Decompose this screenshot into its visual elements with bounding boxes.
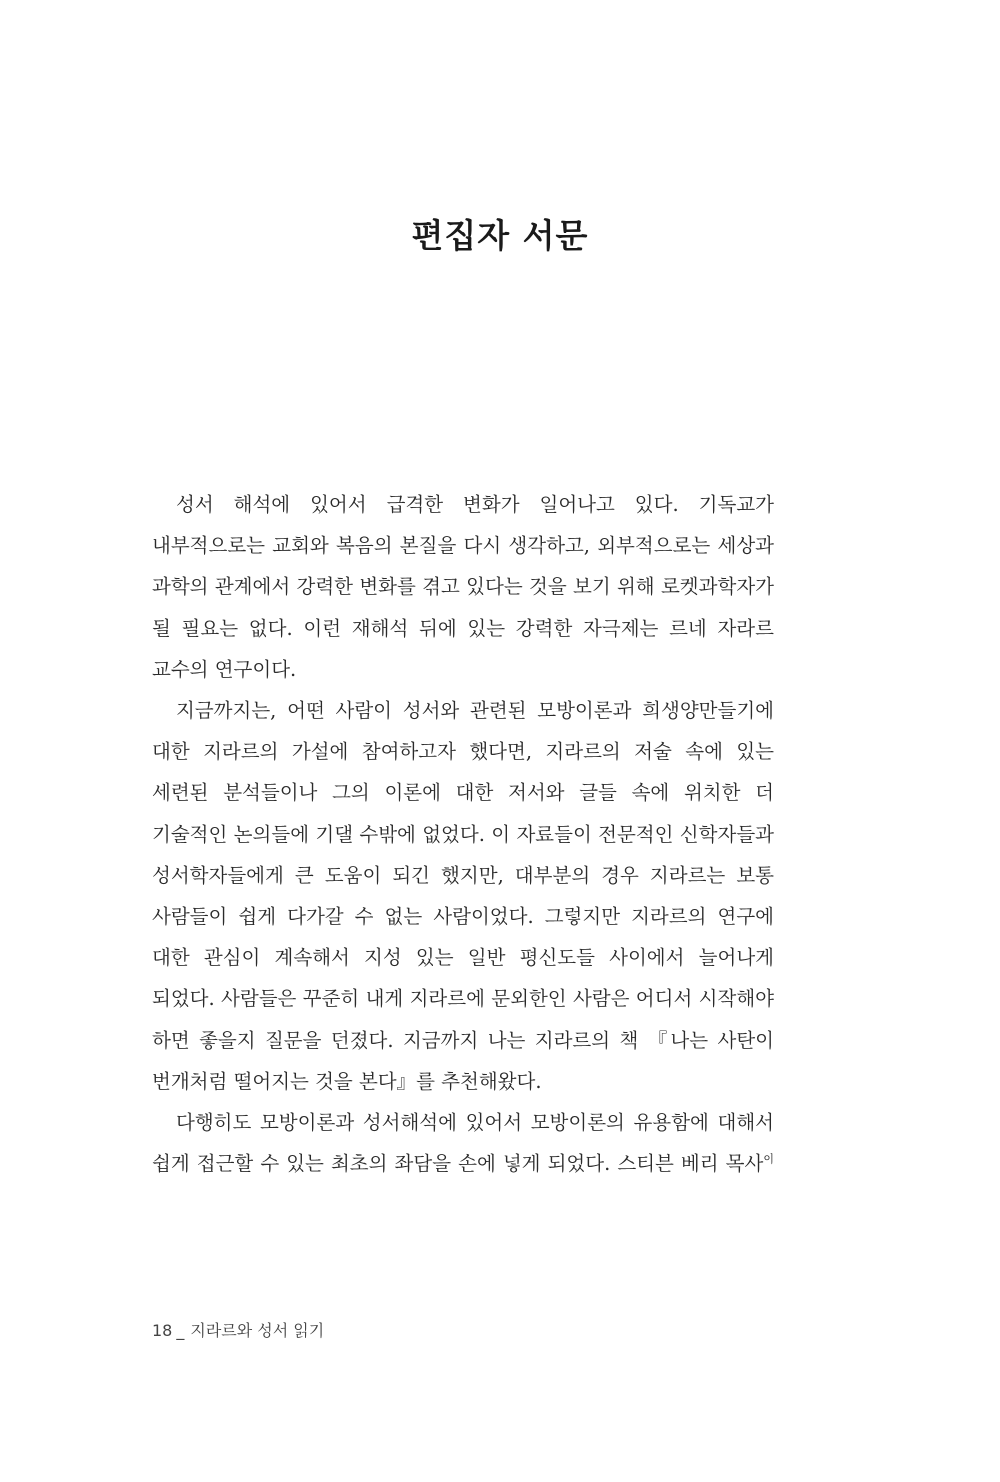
paragraph-1: 성서 해석에 있어서 급격한 변화가 일어나고 있다. 기독교가 내부적으로는 교회와 복음의 본질을 다시 생각하고, 외부적으로는 세상과 과학의 관계에서 강력한 변화를 겪고 있다는 것을 보기 위해 로켓과학자가 될 필요는 없다. 이런 재해석 뒤에 있는 강력한 자극제는 르네 자라르 교수의 연구이다.: [152, 493, 774, 681]
paragraph-3-text: 다행히도 모방이론과 성서해석에 있어서 모방이론의 유용함에 대해서 쉽게 접근할 수 있는 최초의 좌담을 손에 넣게 되었다. 스티븐 베리 목사: [152, 1111, 774, 1176]
book-title: 지라르와 성서 읽기: [190, 1321, 325, 1340]
paragraph-2: 지금까지는, 어떤 사람이 성서와 관련된 모방이론과 희생양만들기에 대한 지라르의 가설에 참여하고자 했다면, 지라르의 저술 속에 있는 세련된 분석들이나 그의 이론에 대한 저서와 글들 속에 위치한 더 기술적인 논의들에 기댈 수밖에 없었다. 이 자료들이 전문적인 신학자들과 성서학자들에게 큰 도움이 되긴 했지만, 대부분의 경우 지라르는 보통 사람들이 쉽게 다가갈 수 없는 사람이었다. 그렇지만 지라르의 연구에 대한 관심이 계속해서 지성 있는 일반 평신도들 사이에서 늘어나게 되었다. 사람들은 꾸준히 내게 지라르에 문외한인 사람은 어디서 시작해야 하면 좋을지 질문을 던졌다. 지금까지 나는 지라르의 책 『나는 사탄이 번개처럼 떨어지는 것을 본다』를 추천해왔다.: [152, 699, 774, 1093]
running-footer: [152, 1318, 324, 1341]
chapter-title: 편집자 서문: [411, 216, 589, 255]
footer-separator: _: [176, 1321, 185, 1340]
paragraph-3: [152, 1102, 774, 1184]
page-number: 18: [152, 1321, 173, 1340]
body-text: [152, 484, 774, 1184]
continuation-fragment: 이: [763, 1152, 774, 1166]
